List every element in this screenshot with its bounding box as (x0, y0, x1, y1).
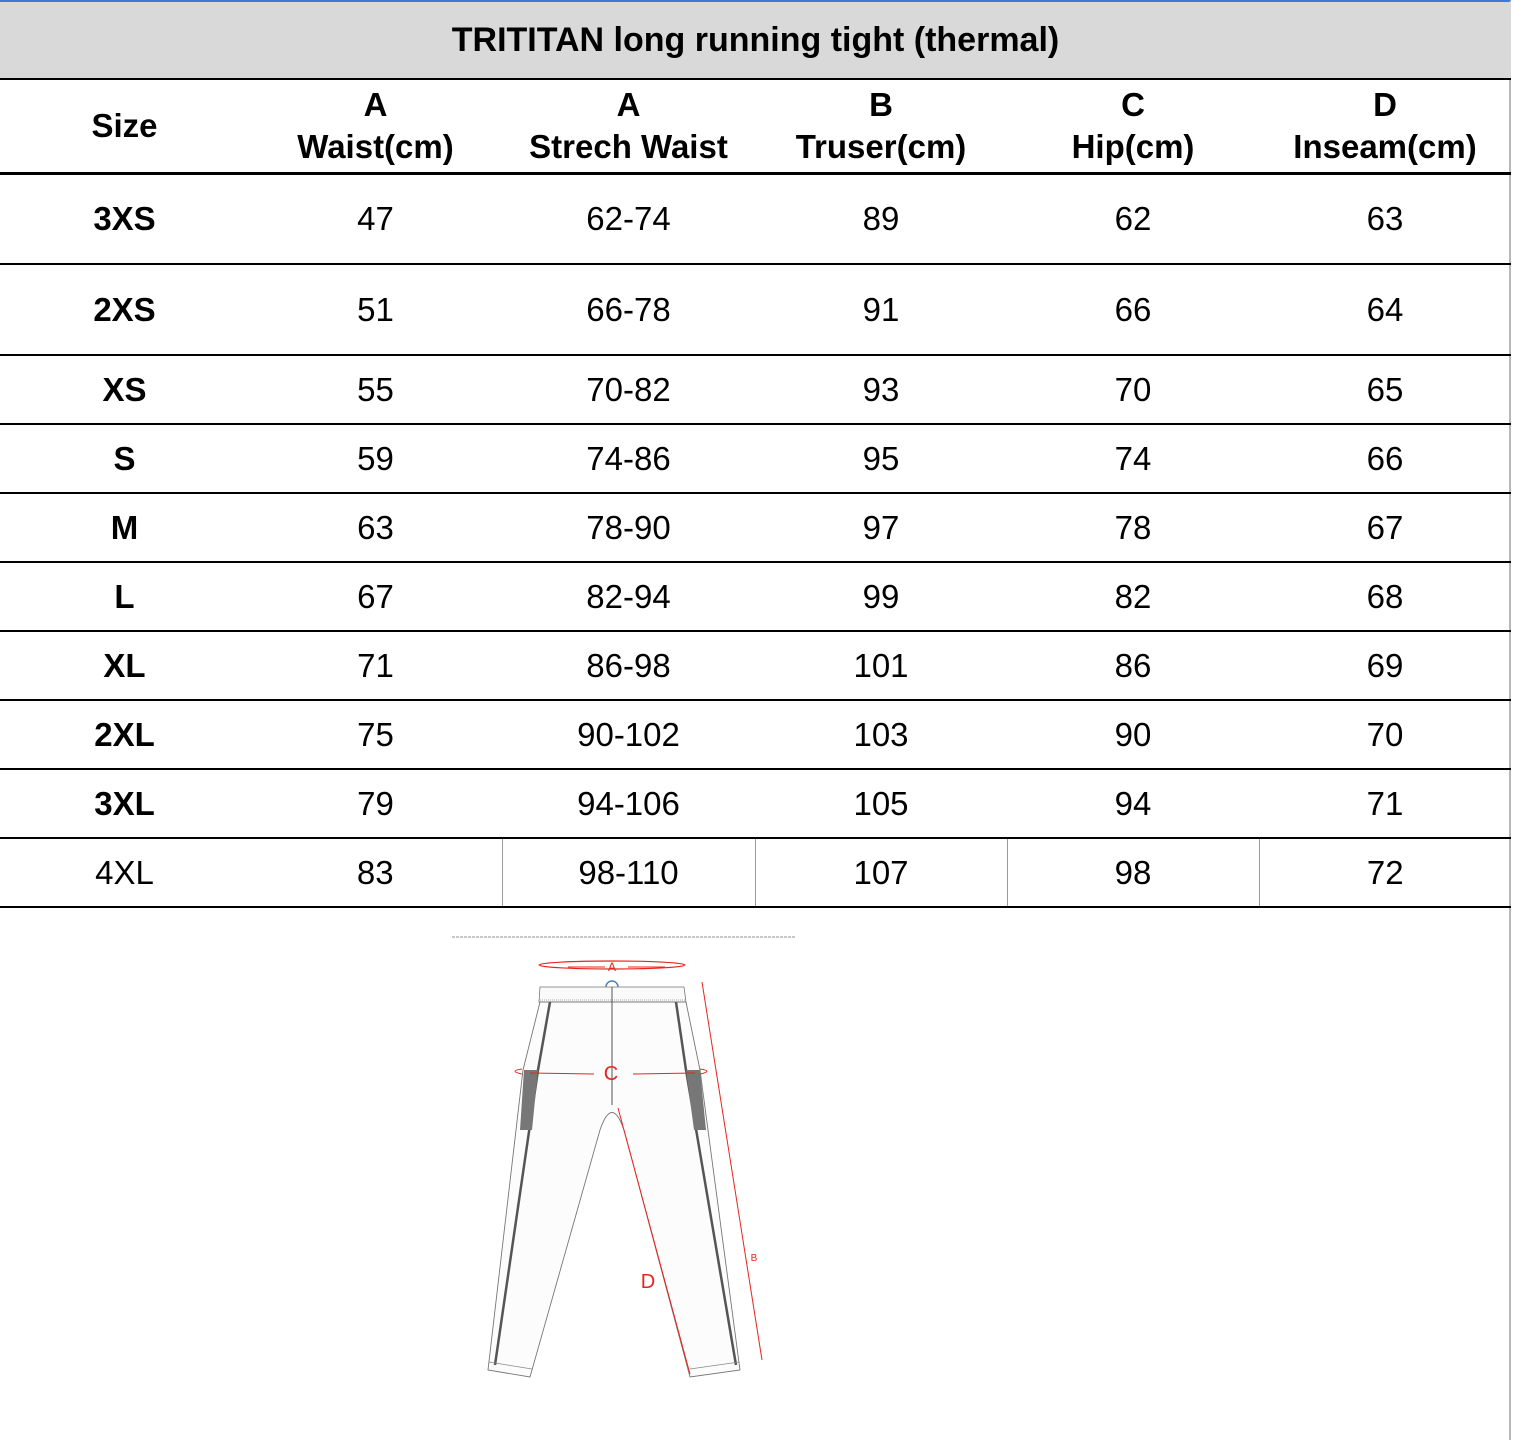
hip-cell: 86 (1114, 646, 1152, 684)
table-row (0, 355, 1511, 424)
table-row (0, 493, 1511, 562)
trouser-cell: 91 (862, 290, 900, 328)
size-cell: XL (103, 646, 146, 684)
hip-cell: 90 (1114, 715, 1152, 753)
trouser-cell: 97 (862, 508, 900, 546)
header-letter: B (869, 85, 893, 123)
waist-cell: 55 (357, 370, 394, 408)
inseam-cell: 68 (1366, 577, 1404, 615)
header-row (0, 80, 1511, 173)
stretch-waist-cell: 86-98 (586, 646, 671, 684)
header-letter: A (363, 85, 388, 123)
table-row (0, 264, 1511, 355)
size-cell: 2XS (93, 290, 156, 328)
trouser-cell: 93 (862, 370, 900, 408)
hip-cell: 70 (1114, 370, 1152, 408)
hip-cell: 78 (1114, 508, 1152, 546)
size-cell: XS (102, 370, 147, 408)
size-cell: L (114, 577, 135, 615)
inseam-cell: 69 (1366, 646, 1404, 684)
size-cell: M (110, 508, 139, 546)
waist-cell: 79 (357, 784, 394, 822)
table-row (0, 769, 1511, 838)
inseam-cell: 67 (1366, 508, 1404, 546)
inseam-cell: 72 (1259, 838, 1511, 907)
measurement-diagram (450, 930, 800, 1390)
trouser-cell: 105 (853, 784, 909, 822)
trouser-cell: 89 (862, 199, 900, 237)
stretch-waist-cell: 78-90 (586, 508, 671, 546)
waist-cell: 75 (357, 715, 394, 753)
inseam-cell: 65 (1366, 370, 1404, 408)
inseam-cell: 66 (1366, 439, 1404, 477)
header-label: Hip(cm) (1071, 127, 1195, 165)
stretch-waist-cell: 90-102 (577, 715, 680, 753)
stretch-waist-cell: 94-106 (577, 784, 680, 822)
trouser-cell: 95 (862, 439, 900, 477)
chart-title: TRITITAN long running tight (thermal) (0, 2, 1511, 80)
hip-cell: 82 (1114, 577, 1152, 615)
trouser-cell: 107 (755, 838, 1007, 907)
trouser-cell: 103 (853, 715, 909, 753)
label-d: D (640, 1271, 656, 1293)
hip-cell: 94 (1114, 784, 1152, 822)
hip-cell: 98 (1007, 838, 1259, 907)
hip-cell: 62 (1114, 199, 1152, 237)
table-row (0, 424, 1511, 493)
waist-cell: 71 (357, 646, 394, 684)
stretch-waist-cell: 62-74 (586, 199, 671, 237)
waist-cell: 47 (357, 199, 394, 237)
stretch-waist-cell: 82-94 (586, 577, 671, 615)
header-label: Inseam(cm) (1293, 127, 1477, 165)
header-inseam (1259, 80, 1511, 173)
size-chart-table (0, 80, 1511, 908)
label-a: A (607, 960, 617, 974)
size-cell: 3XL (94, 784, 155, 822)
hip-cell: 74 (1114, 439, 1152, 477)
label-c: C (603, 1063, 619, 1085)
waist-cell: 63 (357, 508, 394, 546)
header-letter: D (1373, 85, 1397, 123)
header-trouser (755, 80, 1007, 173)
header-hip (1007, 80, 1259, 173)
inseam-cell: 64 (1366, 290, 1404, 328)
table-row (0, 838, 1511, 907)
table-row (0, 700, 1511, 769)
table-row (0, 631, 1511, 700)
inseam-cell: 70 (1366, 715, 1404, 753)
stretch-waist-cell: 98-110 (502, 838, 755, 907)
header-letter: A (616, 85, 641, 123)
size-cell: 3XS (93, 199, 156, 237)
size-cell: S (113, 439, 136, 477)
hip-cell: 66 (1114, 290, 1152, 328)
trouser-cell: 99 (862, 577, 900, 615)
waist-cell: 83 (356, 853, 394, 891)
inseam-cell: 71 (1366, 784, 1404, 822)
stretch-waist-cell: 74-86 (586, 439, 671, 477)
size-cell: 4XL (95, 853, 154, 891)
header-letter: C (1121, 85, 1145, 123)
size-cell: 2XL (94, 715, 155, 753)
label-b: B (750, 1253, 758, 1264)
header-label: Strech Waist (529, 127, 728, 165)
table-row (0, 173, 1511, 264)
waist-cell: 67 (357, 577, 394, 615)
stretch-waist-cell: 66-78 (586, 290, 671, 328)
pants-diagram-icon (450, 930, 800, 1390)
waist-cell: 59 (357, 439, 394, 477)
waist-cell: 51 (357, 290, 394, 328)
header-label: Truser(cm) (795, 127, 967, 165)
table-row (0, 562, 1511, 631)
header-waist (249, 80, 502, 173)
header-size: Size (91, 106, 158, 144)
stretch-waist-cell: 70-82 (586, 370, 671, 408)
inseam-cell: 63 (1366, 199, 1404, 237)
trouser-cell: 101 (853, 646, 909, 684)
header-label: Waist(cm) (297, 127, 454, 165)
header-stretch-waist (502, 80, 755, 173)
